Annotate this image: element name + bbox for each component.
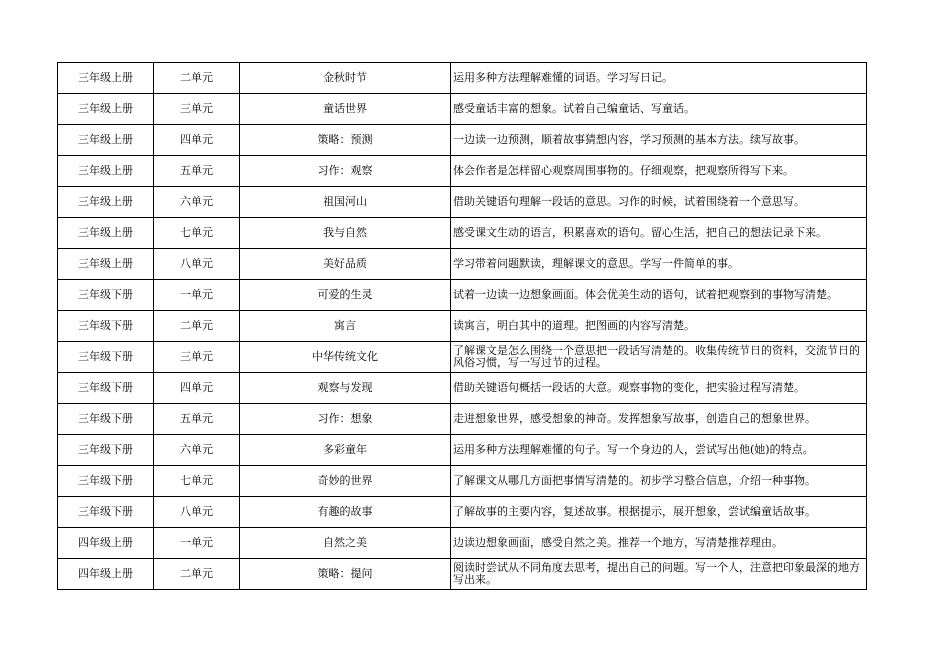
unit-cell: 三单元 bbox=[154, 94, 240, 125]
table-row bbox=[58, 466, 867, 497]
table-row bbox=[58, 187, 867, 218]
theme-cell: 奇妙的世界 bbox=[240, 466, 451, 497]
theme-cell: 寓言 bbox=[240, 311, 451, 342]
unit-cell: 六单元 bbox=[154, 187, 240, 218]
grade-cell: 三年级下册 bbox=[58, 404, 154, 435]
goal-cell: 借助关键语句理解一段话的意思。习作的时候，试着围绕着一个意思写。 bbox=[451, 187, 867, 218]
goal-cell: 试着一边读一边想象画面。体会优美生动的语句，试着把观察到的事物写清楚。 bbox=[451, 280, 867, 311]
table-row bbox=[58, 125, 867, 156]
table-row bbox=[58, 156, 867, 187]
table-row bbox=[58, 280, 867, 311]
table-row bbox=[58, 404, 867, 435]
theme-cell: 策略：提问 bbox=[240, 559, 451, 590]
theme-cell: 策略：预测 bbox=[240, 125, 451, 156]
theme-cell: 可爱的生灵 bbox=[240, 280, 451, 311]
goal-cell: 运用多种方法理解难懂的词语。学习写日记。 bbox=[451, 63, 867, 94]
table-body bbox=[58, 63, 867, 590]
theme-cell: 祖国河山 bbox=[240, 187, 451, 218]
theme-cell: 金秋时节 bbox=[240, 63, 451, 94]
unit-cell: 一单元 bbox=[154, 280, 240, 311]
grade-cell: 三年级上册 bbox=[58, 187, 154, 218]
grade-cell: 三年级下册 bbox=[58, 435, 154, 466]
goal-cell: 了解故事的主要内容，复述故事。根据提示，展开想象，尝试编童话故事。 bbox=[451, 497, 867, 528]
theme-cell: 自然之美 bbox=[240, 528, 451, 559]
goal-cell: 借助关键语句概括一段话的大意。观察事物的变化，把实验过程写清楚。 bbox=[451, 373, 867, 404]
grade-cell: 三年级上册 bbox=[58, 156, 154, 187]
unit-cell: 七单元 bbox=[154, 466, 240, 497]
theme-cell: 习作：观察 bbox=[240, 156, 451, 187]
goal-cell: 了解课文是怎么围绕一个意思把一段话写清楚的。收集传统节日的资料，交流节日的风俗习惯，写一写过节的过程。 bbox=[451, 342, 867, 373]
grade-cell: 三年级上册 bbox=[58, 125, 154, 156]
theme-cell: 习作：想象 bbox=[240, 404, 451, 435]
unit-cell: 四单元 bbox=[154, 373, 240, 404]
table-row bbox=[58, 94, 867, 125]
theme-cell: 我与自然 bbox=[240, 218, 451, 249]
theme-cell: 美好品质 bbox=[240, 249, 451, 280]
grade-cell: 三年级上册 bbox=[58, 94, 154, 125]
unit-cell: 八单元 bbox=[154, 497, 240, 528]
unit-cell: 六单元 bbox=[154, 435, 240, 466]
goal-cell: 了解课文从哪几方面把事情写清楚的。初步学习整合信息，介绍一种事物。 bbox=[451, 466, 867, 497]
table-row bbox=[58, 497, 867, 528]
goal-cell: 感受童话丰富的想象。试着自己编童话、写童话。 bbox=[451, 94, 867, 125]
table-row bbox=[58, 342, 867, 373]
unit-cell: 四单元 bbox=[154, 125, 240, 156]
unit-cell: 五单元 bbox=[154, 156, 240, 187]
table-row bbox=[58, 63, 867, 94]
grade-cell: 三年级下册 bbox=[58, 280, 154, 311]
unit-cell: 七单元 bbox=[154, 218, 240, 249]
goal-cell: 阅读时尝试从不同角度去思考，提出自己的问题。写一个人，注意把印象最深的地方写出来。 bbox=[451, 559, 867, 590]
table-row bbox=[58, 435, 867, 466]
unit-cell: 八单元 bbox=[154, 249, 240, 280]
grade-cell: 三年级上册 bbox=[58, 218, 154, 249]
grade-cell: 三年级下册 bbox=[58, 342, 154, 373]
goal-cell: 感受课文生动的语言，积累喜欢的语句。留心生活，把自己的想法记录下来。 bbox=[451, 218, 867, 249]
goal-cell: 一边读一边预测，顺着故事猜想内容，学习预测的基本方法。续写故事。 bbox=[451, 125, 867, 156]
table-row bbox=[58, 311, 867, 342]
theme-cell: 有趣的故事 bbox=[240, 497, 451, 528]
table-row bbox=[58, 528, 867, 559]
unit-cell: 二单元 bbox=[154, 311, 240, 342]
theme-cell: 中华传统文化 bbox=[240, 342, 451, 373]
table-row bbox=[58, 218, 867, 249]
goal-cell: 体会作者是怎样留心观察周围事物的。仔细观察，把观察所得写下来。 bbox=[451, 156, 867, 187]
grade-cell: 三年级下册 bbox=[58, 311, 154, 342]
grade-cell: 三年级下册 bbox=[58, 466, 154, 497]
grade-cell: 四年级上册 bbox=[58, 528, 154, 559]
goal-cell: 学习带着问题默读，理解课文的意思。学写一件简单的事。 bbox=[451, 249, 867, 280]
grade-cell: 三年级上册 bbox=[58, 63, 154, 94]
unit-cell: 二单元 bbox=[154, 559, 240, 590]
curriculum-table bbox=[57, 62, 867, 590]
goal-cell: 走进想象世界，感受想象的神奇。发挥想象写故事，创造自己的想象世界。 bbox=[451, 404, 867, 435]
theme-cell: 多彩童年 bbox=[240, 435, 451, 466]
unit-cell: 三单元 bbox=[154, 342, 240, 373]
table-row bbox=[58, 559, 867, 590]
grade-cell: 三年级上册 bbox=[58, 249, 154, 280]
theme-cell: 童话世界 bbox=[240, 94, 451, 125]
table-row bbox=[58, 249, 867, 280]
grade-cell: 四年级上册 bbox=[58, 559, 154, 590]
table-row bbox=[58, 373, 867, 404]
goal-cell: 运用多种方法理解难懂的句子。写一个身边的人，尝试写出他(她)的特点。 bbox=[451, 435, 867, 466]
unit-cell: 二单元 bbox=[154, 63, 240, 94]
grade-cell: 三年级下册 bbox=[58, 373, 154, 404]
goal-cell: 读寓言，明白其中的道理。把图画的内容写清楚。 bbox=[451, 311, 867, 342]
unit-cell: 一单元 bbox=[154, 528, 240, 559]
grade-cell: 三年级下册 bbox=[58, 497, 154, 528]
unit-cell: 五单元 bbox=[154, 404, 240, 435]
theme-cell: 观察与发现 bbox=[240, 373, 451, 404]
goal-cell: 边读边想象画面，感受自然之美。推荐一个地方，写清楚推荐理由。 bbox=[451, 528, 867, 559]
